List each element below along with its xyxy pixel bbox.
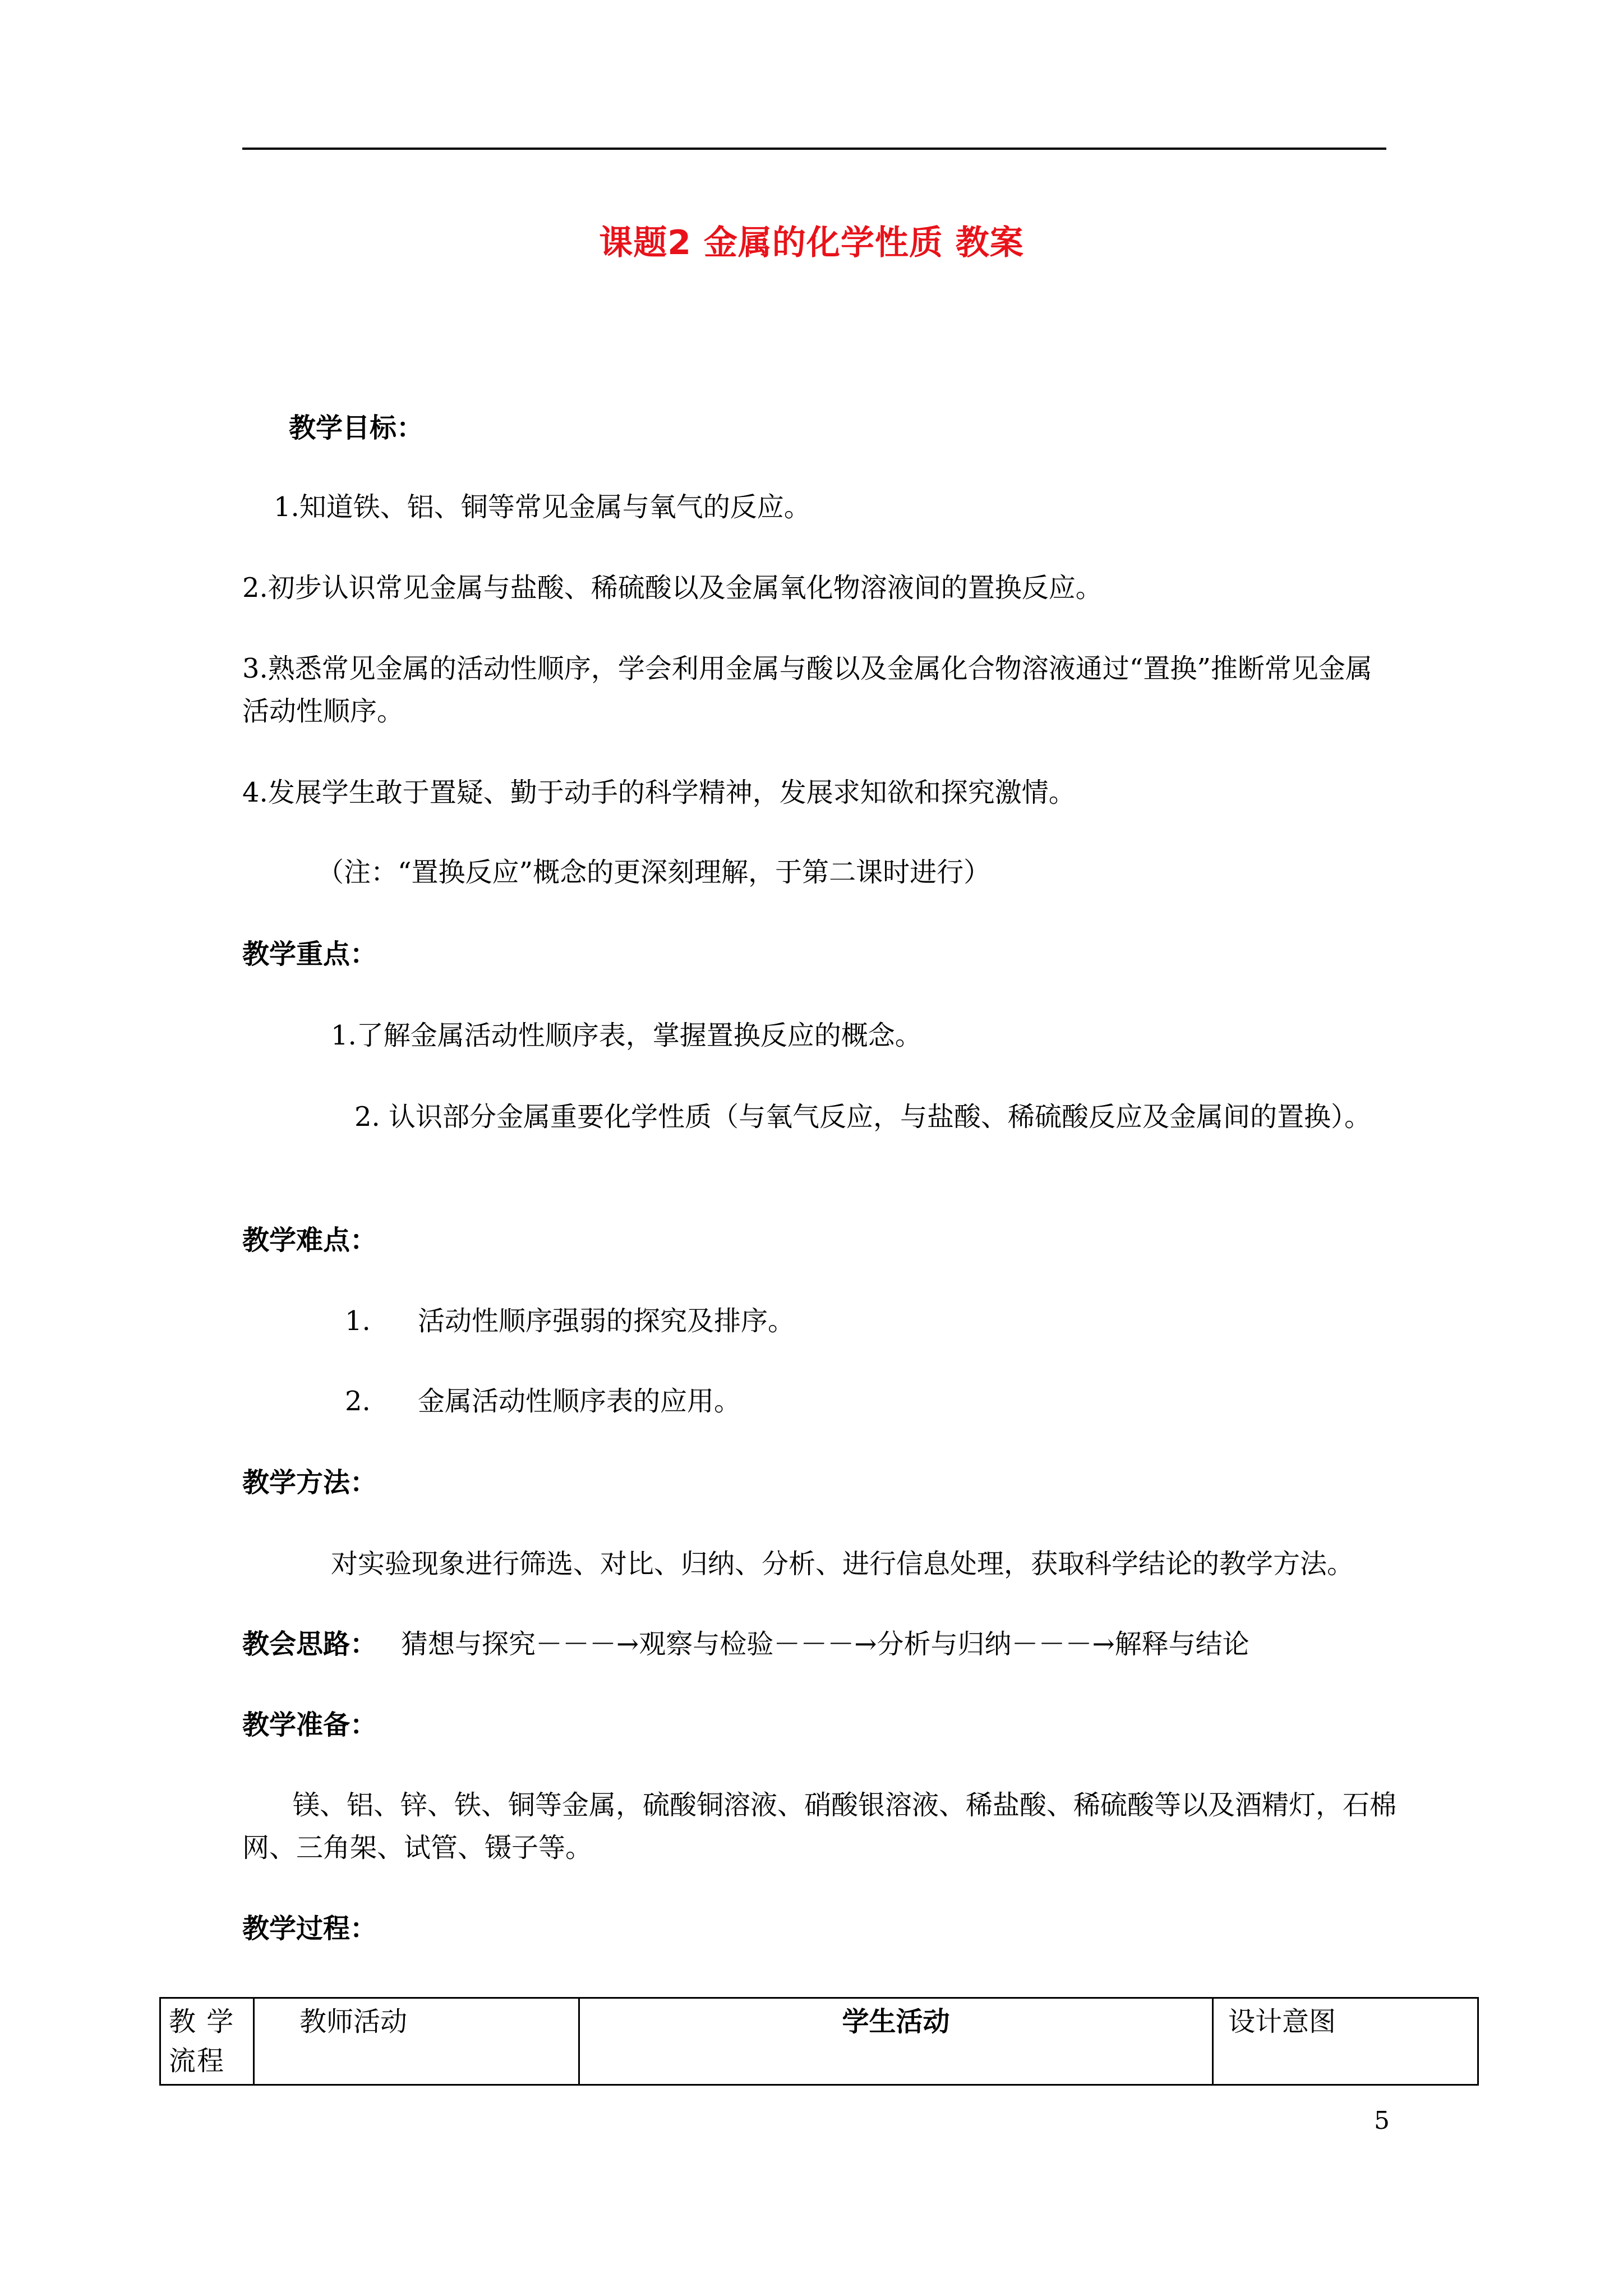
header-rule: [242, 148, 1386, 150]
difficulty-number-2: 2.: [345, 1386, 371, 1417]
difficulty-item-2: 金属活动性顺序表的应用。: [418, 1386, 741, 1417]
key-points-heading: 教学重点：: [242, 938, 377, 970]
page-number: 5: [1374, 2106, 1390, 2135]
preparation-text: 镁、铝、锌、铁、铜等金属，硫酸铜溶液、硝酸银溶液、稀盐酸、稀硫酸等以及酒精灯，石棉网、三角架、试管、镊子等。: [242, 1789, 1397, 1864]
preparation-heading: 教学准备：: [242, 1709, 377, 1741]
table-header-flow: 教 学 流程: [160, 1998, 254, 2085]
difficulties-heading: 教学难点：: [242, 1225, 377, 1256]
document-title: 课题2 金属的化学性质 教案: [599, 223, 1024, 263]
key-point-item-2: 2. 认识部分金属重要化学性质（与氧气反应，与盐酸、稀硫酸反应及金属间的置换）。: [354, 1101, 1372, 1133]
key-point-item-1: 1.了解金属活动性顺序表，掌握置换反应的概念。: [331, 1020, 922, 1051]
table-header-student: 学生活动: [579, 1998, 1213, 2085]
difficulty-number-1: 1.: [345, 1305, 371, 1337]
process-heading: 教学过程：: [242, 1913, 377, 1944]
approach-text: 猜想与探究－－－→观察与检验－－－→分析与归纳－－－→解释与结论: [401, 1628, 1249, 1660]
methods-text: 对实验现象进行筛选、对比、归纳、分析、进行信息处理，获取科学结论的教学方法。: [331, 1548, 1354, 1580]
objectives-heading: 教学目标：: [289, 412, 424, 444]
objective-item-3: 3.熟悉常见金属的活动性顺序，学会利用金属与酸以及金属化合物溶液通过“置换”推断常见金属活动性顺序。: [242, 653, 1372, 727]
difficulty-item-1: 活动性顺序强弱的探究及排序。: [418, 1305, 795, 1337]
process-table: [159, 1997, 1479, 2086]
objective-item-2: 2.初步认识常见金属与盐酸、稀硫酸以及金属氧化物溶液间的置换反应。: [242, 572, 1103, 604]
table-header-row: [160, 1998, 1478, 2085]
table-header-teacher: 教师活动: [254, 1998, 579, 2085]
objective-item-1: 1.知道铁、铝、铜等常见金属与氧气的反应。: [274, 491, 811, 523]
approach-heading: 教会思路：: [242, 1628, 377, 1660]
objectives-note: （注：“置换反应”概念的更深刻理解，于第二课时进行）: [317, 857, 991, 888]
methods-heading: 教学方法：: [242, 1467, 377, 1498]
objective-item-4: 4.发展学生敢于置疑、勤于动手的科学精神，发展求知欲和探究激情。: [242, 777, 1076, 808]
table-header-intent: 设计意图: [1213, 1998, 1478, 2085]
